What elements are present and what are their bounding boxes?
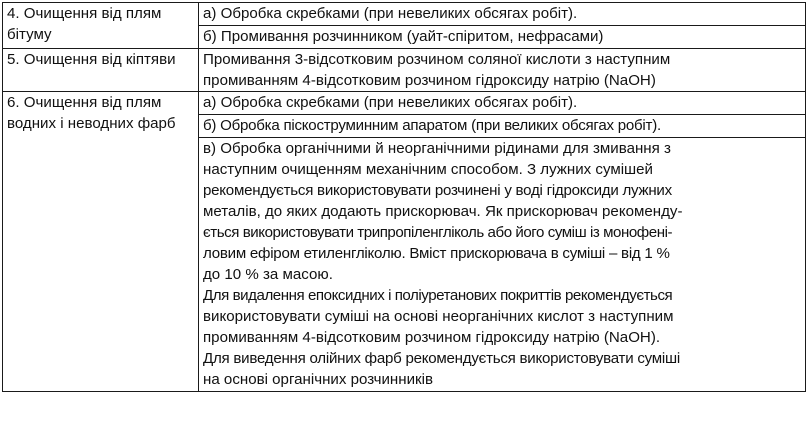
method-block-c [199, 137, 805, 391]
method-line: Для виведення олійних фарб рекомендується використовувати суміші [203, 350, 680, 367]
row-title-cell [3, 3, 199, 49]
method-line: до 10 % за масою. [203, 266, 333, 283]
row-method-cell [199, 92, 806, 392]
methods-table [2, 2, 806, 392]
row-title-cell [3, 49, 199, 92]
row-title-line: 6. Очищення від плям [7, 94, 162, 111]
method-line: промиванням 4-відсотковим розчином гідроксиду натрію (NaOH) [203, 72, 656, 89]
method-line: а) Обробка скребками (при невеликих обсягах робіт). [203, 5, 578, 22]
method-line: використовувати суміші на основі неорганічних кислот з наступним [203, 308, 674, 325]
table-row-paint [3, 92, 806, 392]
method-line: рекомендується використовувати розчинені у воді гідроксиди лужних [203, 182, 672, 199]
table-row-bitumen [3, 3, 806, 49]
row-title-line: 4. Очищення від плям [7, 5, 162, 22]
table-row-soot [3, 49, 806, 92]
method-line: Для видалення епоксидних і поліуретанових покриттів рекомендується [203, 287, 673, 304]
row-method-cell [199, 3, 806, 49]
method-line: б) Промивання розчинником (уайт-спіритом, нефрасами) [203, 28, 604, 45]
method-line: на основі органічних розчинників [203, 371, 433, 388]
method-line: ється використовувати трипропіленгліколь або його суміш із монофені- [203, 224, 673, 241]
method-block-a [199, 92, 805, 114]
method-line: б) Обробка піскоструминним апаратом (при великих обсягах робіт). [203, 117, 661, 134]
row-title-line: 5. Очищення від кіптяви [7, 51, 176, 68]
method-line: в) Обробка органічними й неорганічними рідинами для змивання з [203, 140, 671, 157]
method-line: металів, до яких додають прискорювач. Як прискорювач рекоменду- [203, 203, 683, 220]
method-line: промиванням 4-відсотковим розчином гідроксиду натрію (NaOH). [203, 329, 661, 346]
method-line: ловим ефіром етиленгліколю. Вміст прискорювача в суміші – від 1 % [203, 245, 670, 262]
method-block-b [199, 25, 805, 48]
row-title-line: водних і неводних фарб [7, 115, 176, 132]
row-title-cell [3, 92, 199, 392]
method-line: Промивання 3-відсотковим розчином соляної кислоти з наступним [203, 51, 671, 68]
method-line: наступним очищенням механічним способом. З лужних сумішей [203, 161, 653, 178]
method-block-b [199, 114, 805, 137]
row-method-cell [199, 49, 806, 92]
row-title-line: бітуму [7, 26, 52, 43]
method-line: а) Обробка скребками (при невеликих обсягах робіт). [203, 94, 578, 111]
method-block-a [199, 3, 805, 25]
